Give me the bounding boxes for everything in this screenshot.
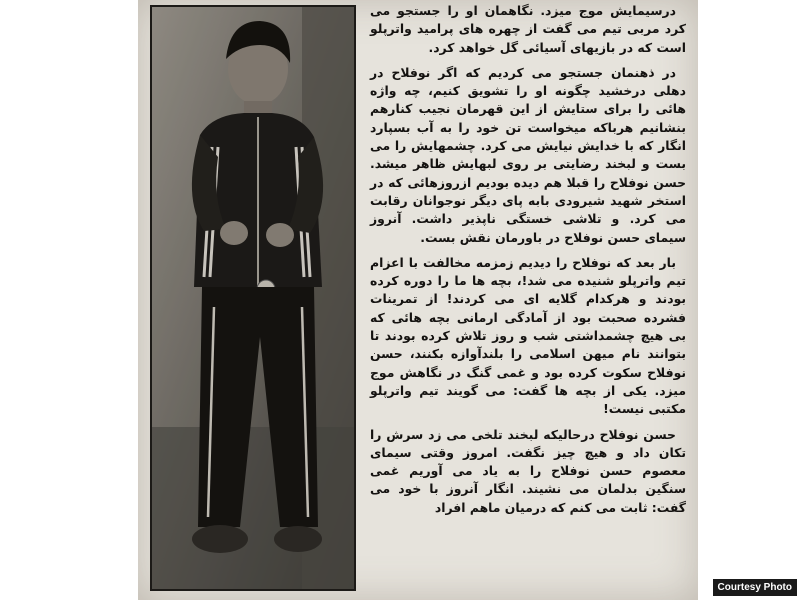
article-paragraph: در ذهنمان جستجو می کردیم که اگر نوفلاح در دهلی درخشید چگونه او را تشویق کنیم، چه واژه هائی را برای ستایش از این قهرمان نجیب کنارهم بنشانیم هرباکه میخواست تن خود را به آب بسپارد انگار که با خدایش نیایش می کرد. چشمهایش را می بست و لبخند رضایتی بر روی لبهایش ظاهر میشد. حسن نوفلاح را قبلا هم دیده بودیم ازروزهائی که در استخر شهید شیرودی بابه پای دیگر نوجوانان رقابت می کرد. و تلاشی خستگی ناپذیر داشت. آنروز سیمای حسن نوفلاح در باورمان نقش بست. [370, 64, 686, 245]
article-paragraph: درسیمایش موج میزد. نگاهمان او را جستجو می کرد مربی تیم می گفت از چهره های پرامید واترپلو است که در بازیهای آسیائی گل خواهد کرد. [370, 3, 686, 55]
article-text [370, 2, 686, 596]
athlete-photo [150, 5, 356, 591]
article-paragraph: بار بعد که نوفلاح را دیدیم زمزمه مخالفت با اعزام تیم واترپلو شنیده می شد!، بچه ها ما را دوره کرده بودند و هرکدام گلایه ای می کردند! از تمرینات فشرده صحبت بود از آمادگی ارمانی بچه هائی که بی هیچ چشمداشتی شب و روز تلاش کرده بودند تا بتوانند نام میهن اسلامی را بلندآوازه بکنند، حسن نوفلاح سکوت کرده بود و غمی گنگ در نگاهش موج میزد. یکی از بچه ها گفت: می گویند تیم واترپلو مکتبی نیست! [370, 254, 686, 417]
athlete-photo-illustration [152, 7, 354, 589]
article-paragraph: حسن نوفلاح درحالیکه لبخند تلخی می زد سرش را تکان داد و هیچ چیز نگفت. امروز وقتی سیمای معصوم حسن نوفلاح را به یاد می آوریم غمی سنگین بدلمان می نشیند. انگار آنروز با خود می گفت: ثابت می کنم که درمیان ماهم افراد [370, 426, 686, 515]
photo-credit-badge: Courtesy Photo [713, 579, 797, 596]
newspaper-clipping [138, 0, 698, 600]
